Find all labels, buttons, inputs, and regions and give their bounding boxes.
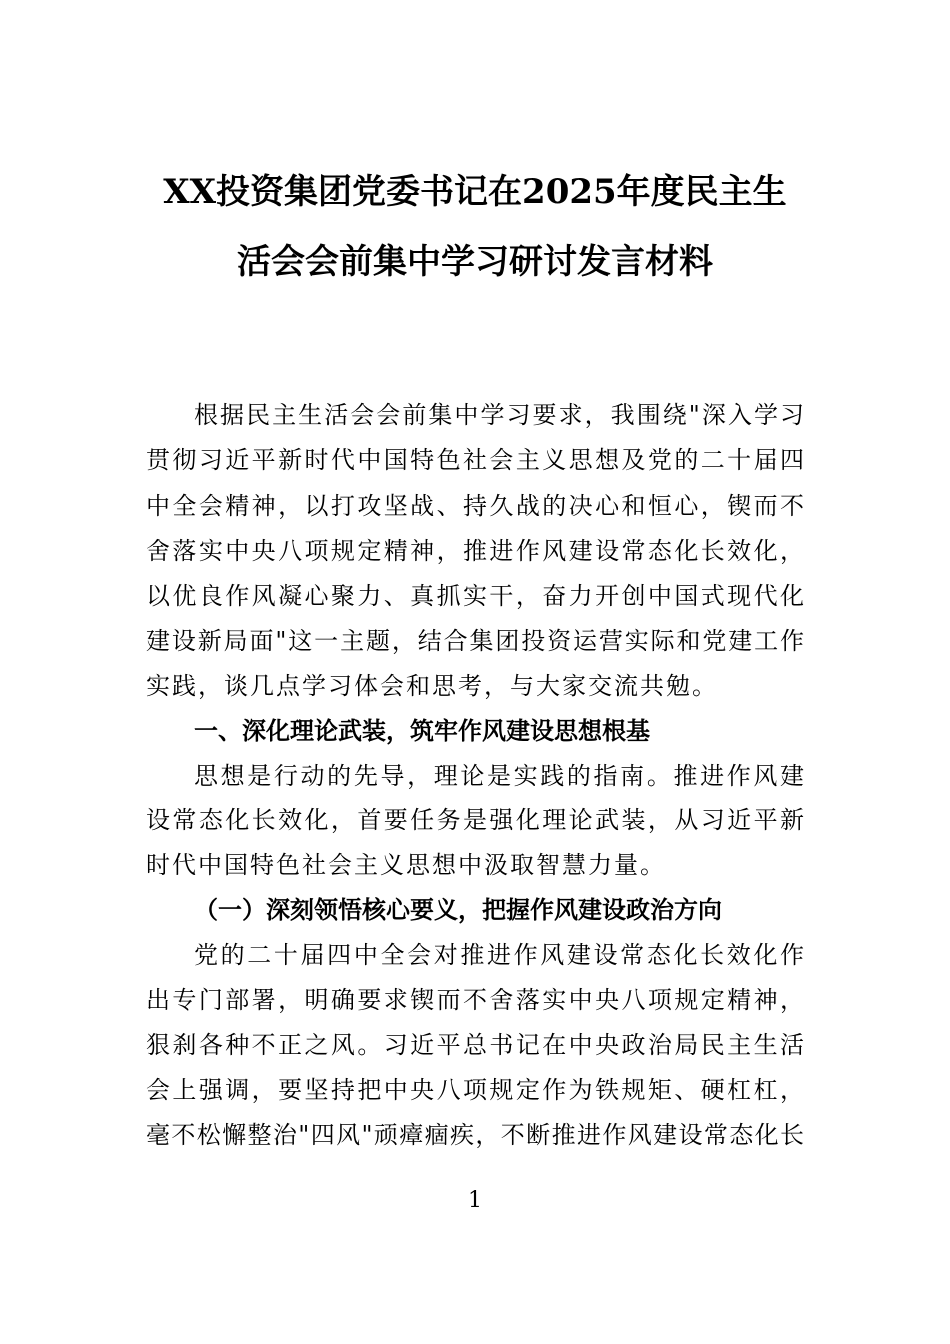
body-text-line: 时代中国特色社会主义思想中汲取智慧力量。	[146, 851, 666, 879]
body-text-line: 设常态化长效化，首要任务是强化理论武装，从习近平新	[146, 806, 804, 834]
body-text-line: 出专门部署，明确要求锲而不舍落实中央八项规定精神，	[146, 986, 804, 1014]
body-text-line: 以优良作风凝心聚力、真抓实干，奋力开创中国式现代化	[146, 582, 804, 610]
body-text-line: 会上强调，要坚持把中央八项规定作为铁规矩、硬杠杠，	[146, 1076, 804, 1104]
section-heading: 一、深化理论武装，筑牢作风建设思想根基	[194, 717, 650, 745]
subsection-heading: （一）深刻领悟核心要义，把握作风建设政治方向	[194, 895, 722, 924]
body-text-line: 党的二十届四中全会对推进作风建设常态化长效化作	[194, 941, 804, 969]
body-text-line: 舍落实中央八项规定精神，推进作风建设常态化长效化，	[146, 537, 804, 565]
body-text-line: 狠刹各种不正之风。习近平总书记在中央政治局民主生活	[146, 1031, 804, 1059]
page-number: 1	[468, 1188, 482, 1213]
body-text-line: 毫不松懈整治"四风"顽瘴痼疾，不断推进作风建设常态化长	[146, 1121, 804, 1149]
document-title-line-1: XX投资集团党委书记在2025年度民主生	[163, 172, 787, 212]
body-text-line: 根据民主生活会会前集中学习要求，我围绕"深入学习	[194, 401, 804, 429]
body-text-line: 思想是行动的先导，理论是实践的指南。推进作风建	[194, 762, 804, 790]
body-text-line: 中全会精神，以打攻坚战、持久战的决心和恒心，锲而不	[146, 492, 804, 520]
body-text-line: 贯彻习近平新时代中国特色社会主义思想及党的二十届四	[146, 446, 804, 474]
document-title-line-2: 活会会前集中学习研讨发言材料	[237, 242, 713, 282]
body-text-line: 实践，谈几点学习体会和思考，与大家交流共勉。	[146, 672, 718, 700]
body-text-line: 建设新局面"这一主题，结合集团投资运营实际和党建工作	[146, 627, 804, 655]
